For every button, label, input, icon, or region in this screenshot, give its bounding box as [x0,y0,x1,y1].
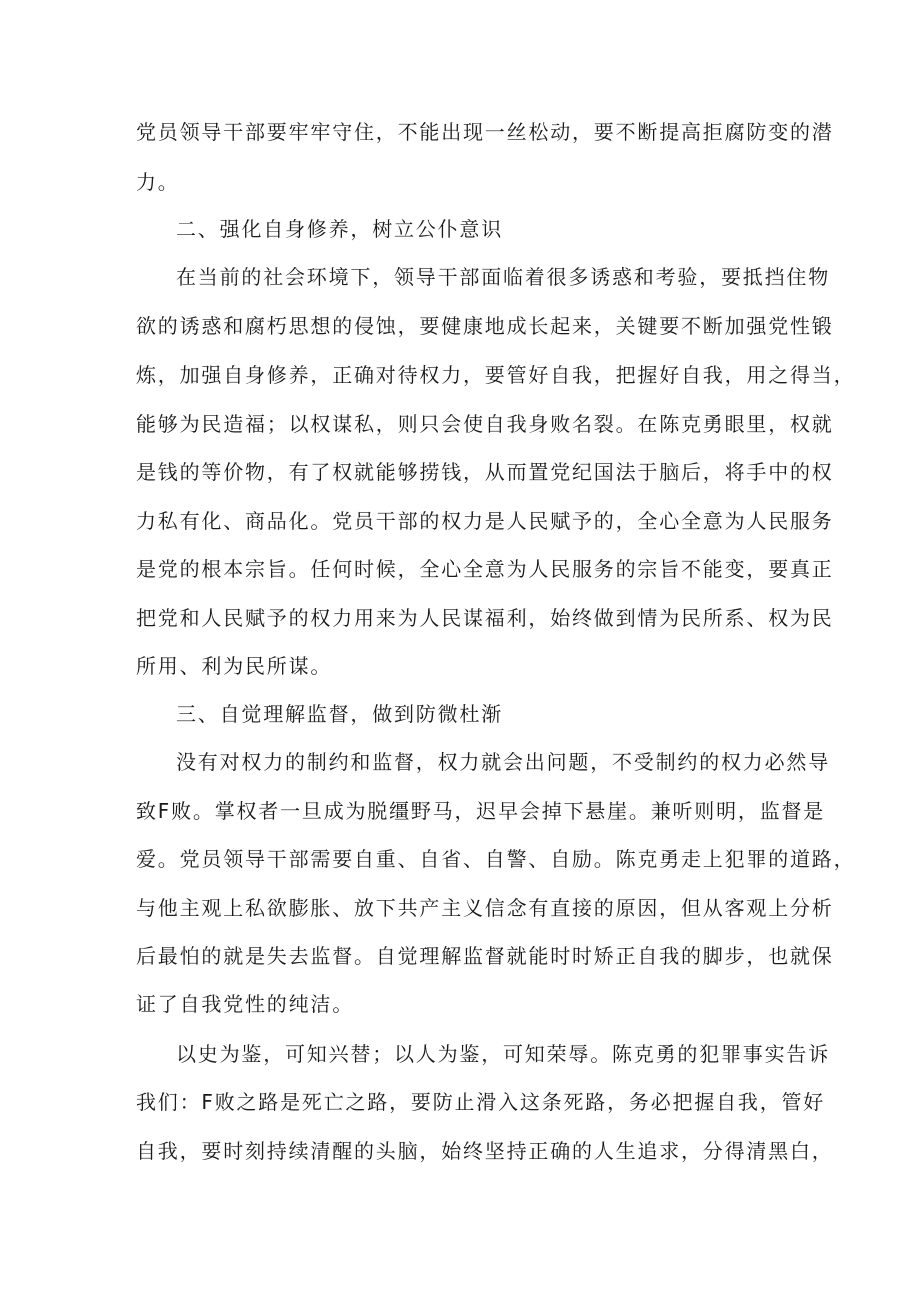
text-line: 力私有化、商品化。党员干部的权力是人民赋予的，全心全意为人民服务 [136,509,834,533]
text-line: 所用、利为民所谋。 [136,654,333,678]
text-line: 证了自我党性的纯洁。 [136,992,354,1016]
text-line: 我们：F败之路是死亡之路，要防止滑入这条死路，务必把握自我，管好 [136,1090,826,1114]
text-line: 能够为民造福；以权谋私，则只会使自我身败名裂。在陈克勇眼里，权就 [136,412,834,436]
text-line: 致F败。掌权者一旦成为脱缰野马，迟早会掉下悬崖。兼听则明，监督是 [136,799,826,823]
text-line: 爱。党员领导干部需要自重、自省、自警、自励。陈克勇走上犯罪的道路， [136,847,856,871]
text-line: 以史为鉴，可知兴替；以人为鉴，可知荣辱。陈克勇的犯罪事实告诉 [176,1042,830,1066]
section-heading: 二、强化自身修养，树立公仆意识 [176,217,503,241]
text-line: 后最怕的就是失去监督。自觉理解监督就能时时矫正自我的脚步，也就保 [136,944,834,968]
text-line: 是钱的等价物，有了权就能够捞钱，从而置党纪国法于脑后，将手中的权 [136,460,834,484]
text-line: 在当前的社会环境下，领导干部面临着很多诱惑和考验，要抵挡住物 [176,265,830,289]
text-line: 欲的诱惑和腐朽思想的侵蚀，要健康地成长起来，关键要不断加强党性锻 [136,314,834,338]
text-line: 党员领导干部要牢牢守住，不能出现一丝松动，要不断提高拒腐防变的潜 [136,120,834,144]
text-line: 是党的根本宗旨。任何时候，全心全意为人民服务的宗旨不能变，要真正 [136,557,834,581]
text-line: 没有对权力的制约和监督，权力就会出问题，不受制约的权力必然导 [176,750,830,774]
text-line: 把党和人民赋予的权力用来为人民谋福利，始终做到情为民所系、权为民 [136,606,834,630]
text-line: 炼，加强自身修养，正确对待权力，要管好自我，把握好自我，用之得当， [136,363,856,387]
text-line: 自我，要时刻持续清醒的头脑，始终坚持正确的人生追求，分得清黑白， [136,1139,834,1163]
text-line: 与他主观上私欲膨胀、放下共产主义信念有直接的原因，但从客观上分析 [136,896,834,920]
section-heading: 三、自觉理解监督，做到防微杜渐 [176,702,503,726]
text-line: 力。 [136,170,180,194]
